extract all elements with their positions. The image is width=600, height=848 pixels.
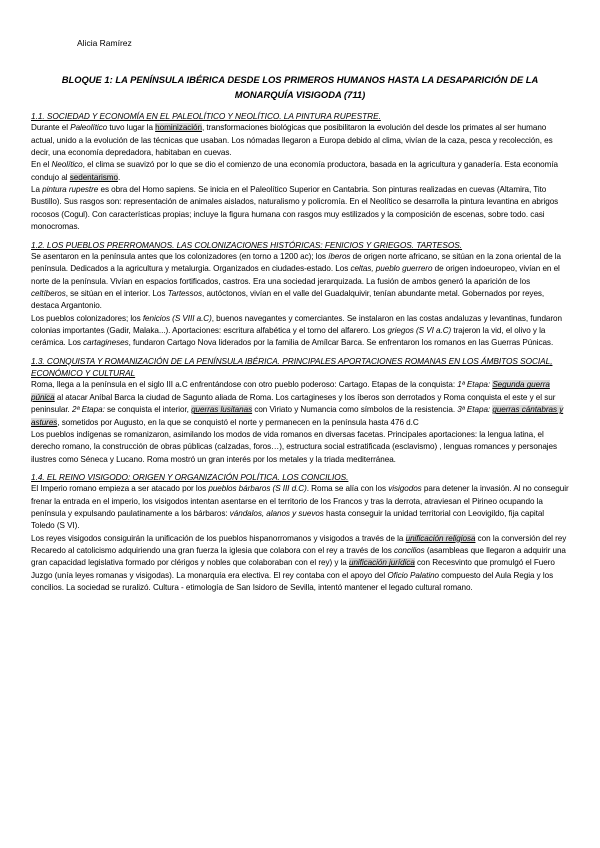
section-heading: 1.2. LOS PUEBLOS PRERROMANOS. LAS COLONIZACIONES HISTÓRICAS: FENICIOS Y GRIEGOS. TARTESOS.: [31, 239, 463, 250]
text-run: Los reyes visigodos consiguirán la unificación de los pueblos hispanorromanos y visigodos a través de la: [31, 533, 406, 543]
term-pueblos-barbaros: pueblos bárbaros (S III d.C): [208, 484, 307, 494]
text-run: se conquista el interior,: [104, 405, 192, 415]
document-body: [31, 110, 569, 599]
term-unificacion-religiosa: unificación religiosa: [405, 533, 476, 543]
text-run: .: [117, 172, 121, 182]
text-run: tuvo lugar la: [107, 123, 156, 133]
paragraph-conquista: [31, 379, 569, 428]
term-concilios: concilios: [393, 546, 425, 555]
paragraph-colonizadores: [31, 313, 569, 350]
text-run: con Recesvinto que promulgó el Fuero Juzgo (unía leyes romanas y visigodas). La monarquía era electiva. El rey contaba con el apoyo del: [31, 558, 555, 580]
text-run: Los pueblos colonizadores; los: [31, 313, 143, 323]
term-pintura-rupestre: pintura rupestre: [42, 185, 99, 195]
term-iberos: íberos: [328, 251, 351, 261]
term-neolitico: Neolítico: [51, 160, 83, 170]
term-visigodos: visigodos: [388, 484, 422, 494]
text-run: de origen norte africano, se sitúan en la zona oriental de la península. Dedicados a la agricultura y metalurgia. Organizados en ciudades-estado. Los: [31, 251, 561, 274]
text-run: , se sitúan en el interior. Los: [65, 288, 168, 298]
author-name: Alicia Ramírez: [77, 38, 132, 48]
term-sedentarismo: sedentarismo: [69, 172, 118, 182]
text-run: al atacar Aníbal Barca la ciudad de Sagunto aliada de Roma. Los cartagineses y los íberos son derrotados y Roma conquista el este y el sur peninsular.: [31, 392, 556, 415]
section-paleolitico-neolitico: [31, 110, 569, 234]
term-guerras-cantabras: guerras cántabras y astures: [31, 405, 564, 427]
text-run: En el: [31, 160, 52, 170]
term-2a-etapa: 2ª Etapa:: [71, 405, 105, 415]
term-cartagineses: cartagineses: [83, 338, 129, 348]
text-run: Se asentaron en la península antes que los colonizadores (en torno a 1200 ac); los: [31, 251, 329, 261]
term-3a-etapa: 3ª Etapa:: [457, 405, 491, 415]
term-fenicios: fenicios (S VIII a.C): [142, 313, 212, 323]
paragraph-paleolitico: [31, 122, 569, 159]
text-run: Roma, llega a la península en el siglo III a.C enfrentándose con otro pueblo poderoso: Cartago. Etapas de la conquista:: [31, 380, 458, 390]
section-heading: 1.4. EL REINO VISIGODO: ORIGEN Y ORGANIZACIÓN POLÍTICA. LOS CONCILIOS.: [31, 471, 349, 482]
term-vandalos: vándalos, alanos y suevos: [229, 508, 324, 518]
section-reino-visigodo: [31, 471, 569, 595]
text-run: . Roma se alía con los: [306, 484, 389, 494]
paragraph-neolitico: [31, 159, 569, 184]
paragraph-pintura-rupestre: [31, 184, 569, 233]
text-run: (asambleas que llegaron a adquirir una gran capacidad legislativa formado por clérigos y nobles que colaboraban con el rey) y la: [31, 546, 566, 568]
term-griegos: griegos (S VI a.C): [387, 325, 452, 335]
paragraph-invasion: [31, 483, 569, 532]
text-run: trajeron la vid, el olivo y la cerámica. Los: [31, 325, 546, 348]
section-pueblos-prerromanos: [31, 239, 569, 350]
text-run: para detener la invasión. Al no conseguir frenar la entrada en el imperio, los visigodos intentan asentarse en el territorio de los Francos y tras la derrota, atraviesan el Pirineo ocupando la península y expulsando paulatinamente a los bárbaros:: [31, 484, 569, 518]
paragraph-unificacion: [31, 533, 569, 595]
text-run: compuesto del Aula Regia y los concilios. La sociedad se ruralizó. Cultura - etimología de San Isidoro de Sevilla, intentó mantener el legado cultural romano.: [31, 570, 554, 593]
text-run: , transformaciones biológicas que posibilitaron la evolución del desde los primates al ser humano actual, unido a la evolución de las técnicas que usaban. Los nómadas llegaron a Europa debido al clima, vivían de la caza, pesca y recolección, es decir, una economía depredadora, habitaban en cuevas.: [31, 123, 553, 158]
text-run: con Viriato y Numancia como símbolos de la resistencia.: [252, 405, 458, 415]
text-run: Los pueblos indígenas se romanizaron, asimilando los modos de vida romanos en diversas facetas. Principales aportaciones: la lengua latina, el derecho romano, la construcción de obras públicas (calzadas, foros…), estructura social estratificada (esclavismo) , lenguas romances y personajes ilustres como Séneca y Lucano. Roma mostró un gran interés por los metales y la triada mediterránea.: [31, 429, 558, 464]
term-paleolitico: Paleolítico: [70, 123, 108, 133]
text-run: , el clima se suavizó por lo que se dio el comienzo de una economía productora, basada en la agricultura y ganadería. Esta economía condujo al: [31, 160, 559, 182]
paragraph-pueblos-prerromanos: [31, 251, 569, 313]
section-heading: 1.1. SOCIEDAD Y ECONOMÍA EN EL PALEOLÍTICO Y NEOLÍTICO. LA PINTURA RUPESTRE.: [31, 111, 381, 121]
term-oficio-palatino: Oficio Palatino: [387, 570, 440, 580]
text-run: El Imperio romano empieza a ser atacado por los: [31, 484, 209, 494]
term-tartessos: Tartessos: [167, 288, 203, 298]
text-run: es obra del Homo sapiens. Se inicia en el Paleolítico Superior en Cantabria. Son pinturas realizadas en cuevas (Altamira, Tito Bustillo). Sus rasgos son: representación de animales aislados, naturalismo y policromía. En el Neolítico se desarrolla la pintura levantina en abrigos rocosos (Cogul). Con características propias; incluye la figura humana con rasgos muy estilizados y la composición de escenas, sobre todo. casi monocromas.: [31, 185, 559, 232]
text-run: , autóctonos, vivían en el valle del Guadalquivir, tenían abundante metal. Gobernados por reyes, destaca Argantonio.: [31, 288, 545, 311]
term-celtiberos: celtíberos: [31, 288, 66, 298]
paragraph-aportaciones: [31, 429, 569, 466]
term-celtas: celtas, pueblo guerrero: [350, 264, 433, 274]
text-run: , buenos navegantes y comerciantes. Se instalaron en las costas andaluzas y levantinas, fundaron colonias importantes (Gadir, Malaka...). Aportaciones: escritura alfabética y el torno del alfarero. Los: [31, 313, 562, 335]
text-run: La: [31, 185, 43, 195]
term-guerras-lusitanas: guerras lusitanas: [191, 405, 253, 415]
text-run: hasta conseguir la unidad territorial con Leovigildo, fija capital Toledo (S VI).: [31, 508, 545, 531]
document-title: BLOQUE 1: LA PENÍNSULA IBÉRICA DESDE LOS PRIMEROS HUMANOS HASTA LA DESAPARICIÓN DE LA MONARQUÍA VISIGODA (711): [61, 74, 539, 100]
text-run: con la conversión del rey Recaredo al catolicismo adquiriendo una gran fuerza la iglesia que colabora con el rey a través de los: [31, 533, 567, 555]
term-hominizacion: hominización: [155, 123, 202, 133]
text-run: de origen indoeuropeo, vivían en el norte de la península. Vivían en espacios fortificados, castros. Era una sociedad jerarquizada. La fusión de ambos generó la aparición de los: [31, 264, 560, 286]
term-segunda-guerra-punica: Segunda guerra púnica: [31, 380, 550, 402]
text-run: , fundaron Cartago Nova liderados por la familia de Amílcar Barca. Se enfrentaron los romanos en las Guerras Púnicas.: [128, 338, 554, 348]
text-run: Durante el: [31, 123, 71, 133]
term-unificacion-juridica: unificación jurídica: [348, 558, 415, 568]
section-romanizacion: [31, 355, 569, 466]
text-run: , sometidos por Augusto, en la que se conquistó el norte y permanecen en la península hasta 476 d.C: [57, 417, 419, 427]
section-heading: 1.3. CONQUISTA Y ROMANIZACIÓN DE LA PENÍNSULA IBÉRICA. PRINCIPALES APORTACIONES ROMANAS EN LOS ÁMBITOS SOCIAL, ECONÓMICO Y CULTURAL: [31, 355, 553, 379]
term-1a-etapa: 1ª Etapa:: [457, 380, 491, 390]
